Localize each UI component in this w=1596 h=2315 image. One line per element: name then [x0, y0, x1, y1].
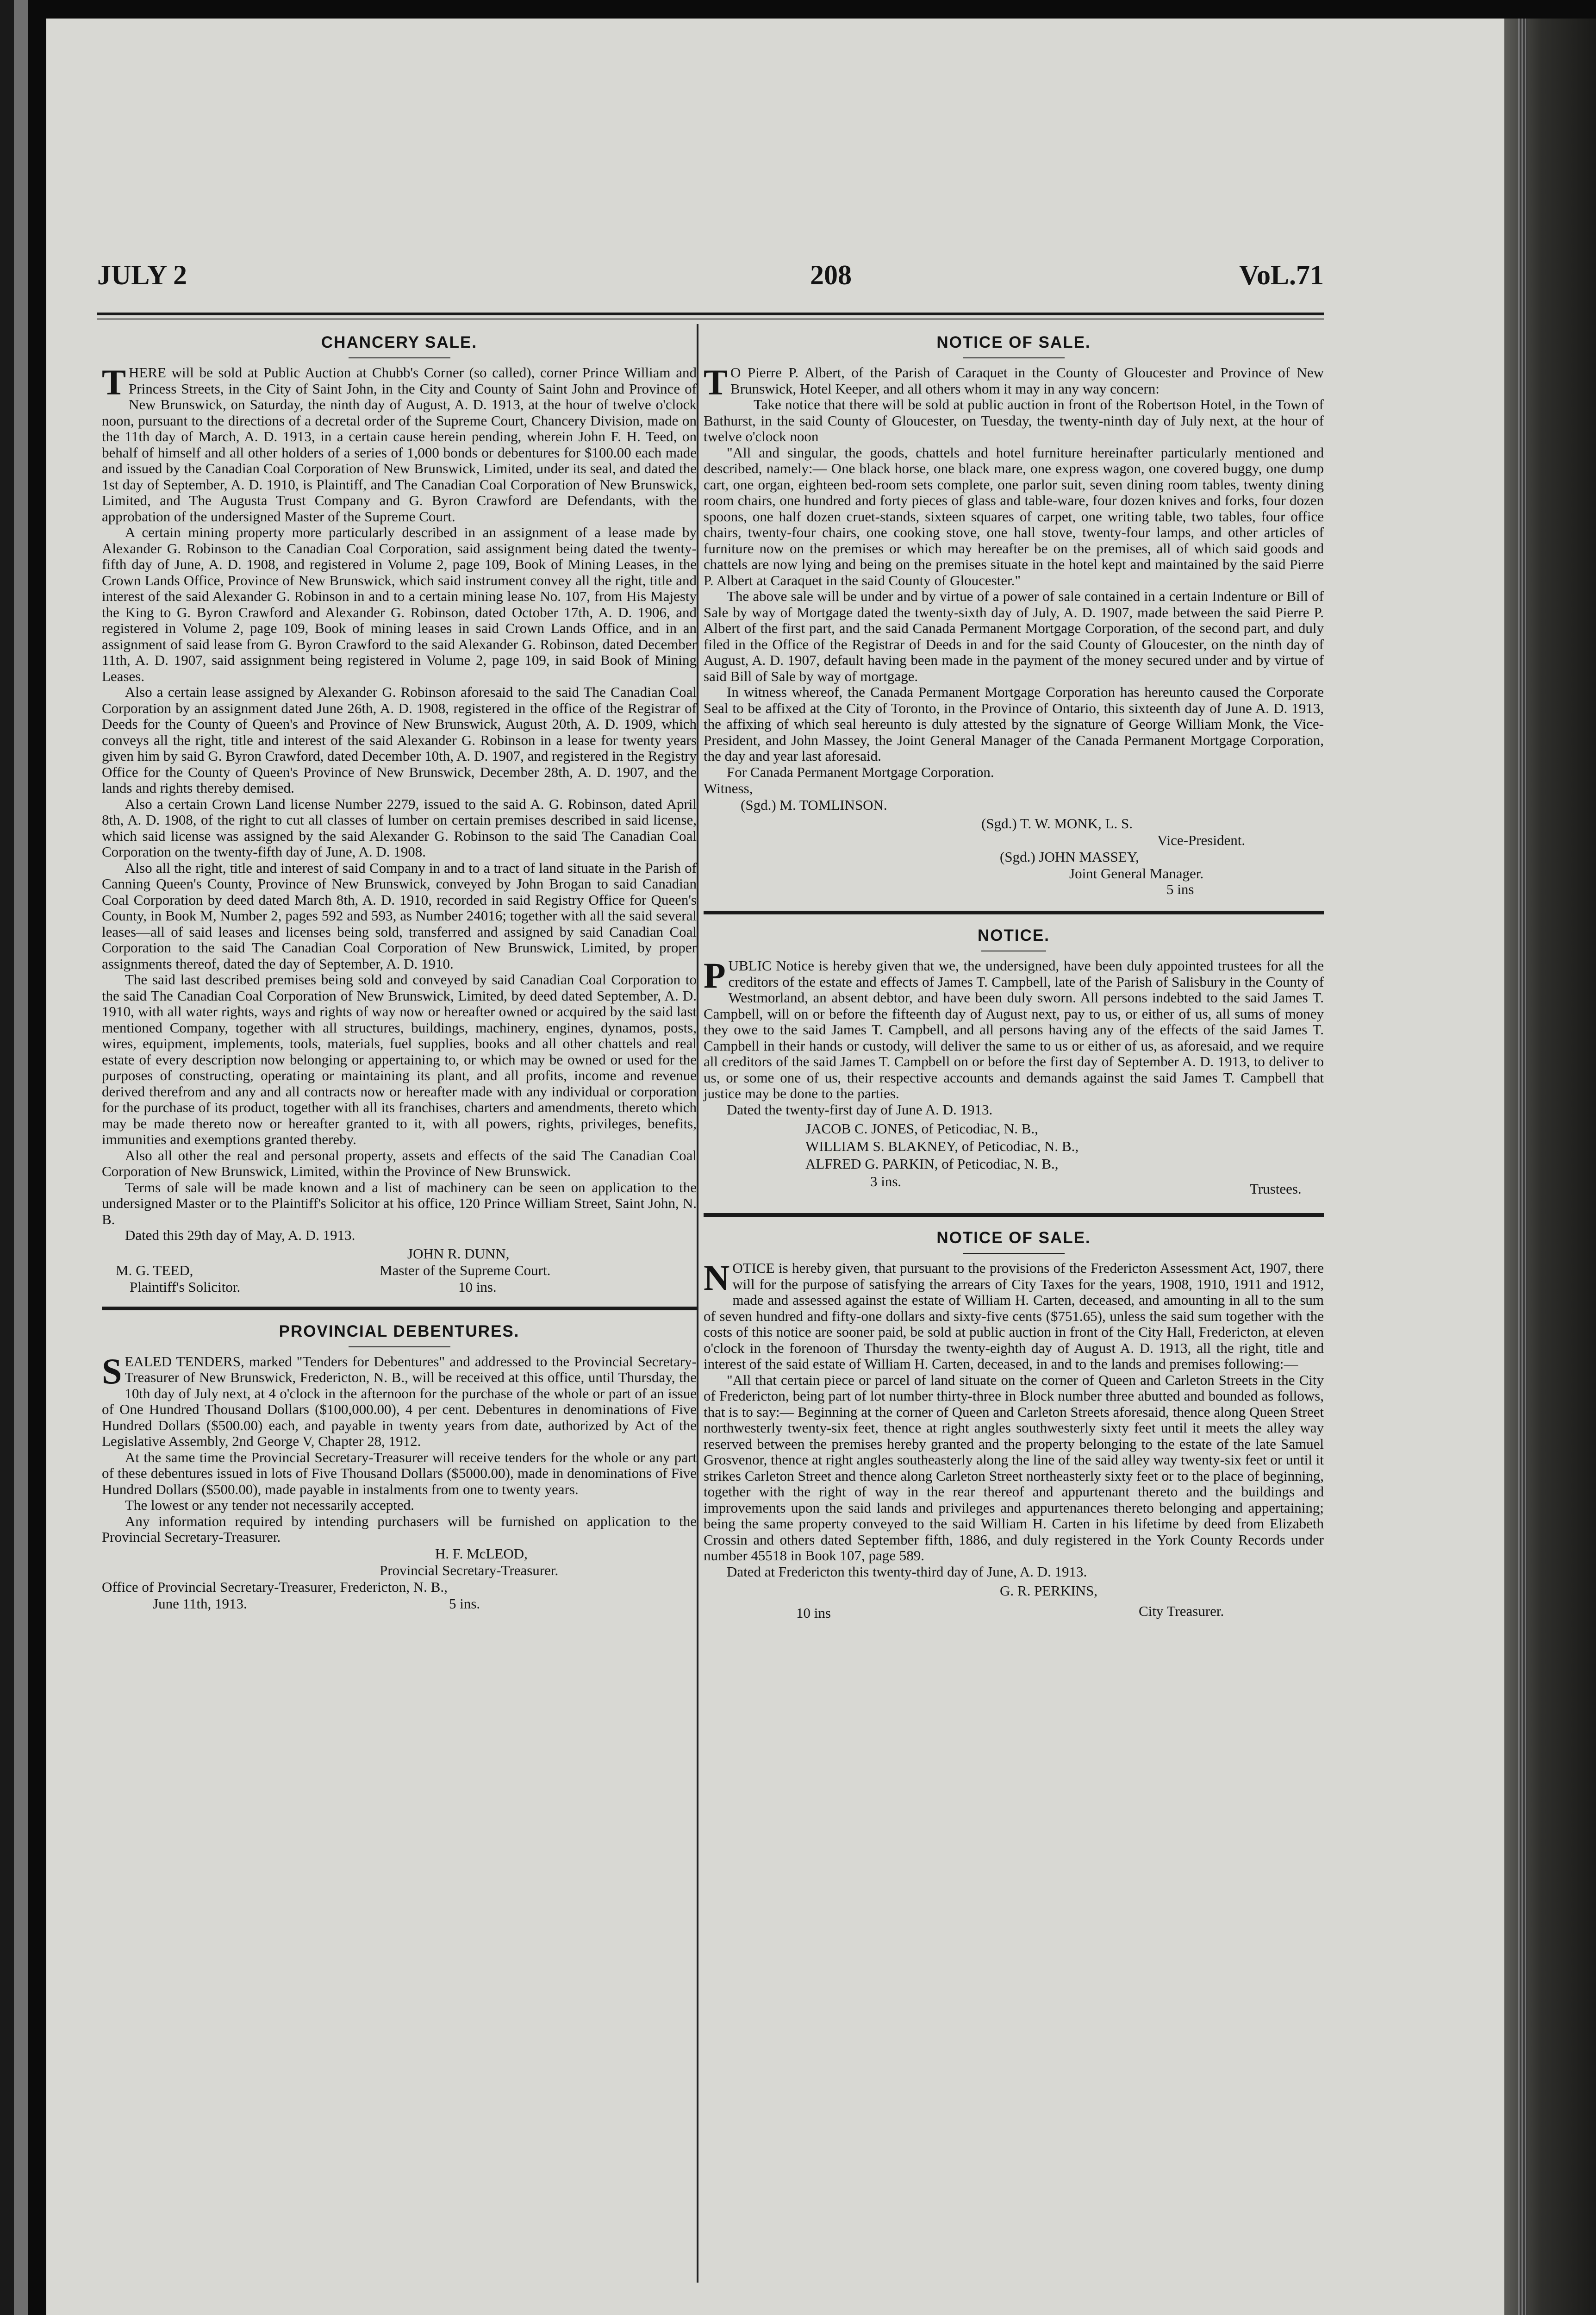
massey-title: Joint General Manager.	[1069, 865, 1204, 882]
signature-block	[704, 780, 1324, 901]
office-line: Office of Provincial Secretary-Treasurer, Fredericton, N. B.,	[102, 1578, 448, 1595]
treasurer-title: City Treasurer.	[1139, 1603, 1224, 1619]
paragraph: For Canada Permanent Mortgage Corporation.	[727, 763, 994, 780]
paragraph	[704, 955, 1324, 1102]
notice-of-sale-fredericton	[704, 1229, 1324, 1643]
paragraph: In witness whereof, the Canada Permanent Mortgage Corporation has hereunto caused the Corporate Seal to be affixed at the City of Toronto, in the Province of Ontario, this sixteenth day of June A. D. 1913, the affixing of which seal hereunto is duly attested by the signature of George William Monk, the Vice-President, and John Massey, the Joint General Manager of the Canada Permanent Mortgage Corporation, the day and year last aforesaid.	[704, 684, 1324, 764]
heading-rule	[963, 357, 1065, 358]
paragraph: Also all other the real and personal property, assets and effects of the said The Canadian Coal Corporation of New Brunswick, Limited, within the Province of New Brunswick.	[102, 1147, 697, 1179]
section-rule	[704, 911, 1324, 914]
insertions-count: 10 ins	[796, 1605, 831, 1621]
volume-number: VoL.71	[1239, 260, 1324, 290]
secretary-name: H. F. McLEOD,	[435, 1545, 528, 1562]
section-rule	[102, 1307, 697, 1310]
paragraph: "All and singular, the goods, chattels and hotel furniture hereinafter particularly mentioned and described, namely:— One black horse, one black mare, one express wagon, one covered buggy, one dump cart, one organ, eighteen bed-room sets complete, one parlor suit, seven dining room tables, twenty dining room chairs, one hundred and forty pieces of glass and table-ware, four dozen knives and forks, four dozen spoons, one half dozen cruet-stands, sixteen squares of carpet, one writing table, two tables, four office chairs, twenty-four chairs, one cooking stove, one hall stove, twenty-four lamps, and other articles of furniture now on the premises or which may hereafter be on the premises, all of which said goods and chattels are now lying and being on the premises situate in the hotel kept and maintained by the said Pierre P. Albert at Caraquet in the said County of Gloucester."	[704, 444, 1324, 588]
column-divider	[697, 324, 698, 2283]
paragraph	[102, 362, 697, 525]
left-column	[102, 333, 697, 1615]
left-page-edge	[0, 0, 28, 2315]
signature-block	[704, 1120, 1324, 1213]
signature-block	[102, 1245, 697, 1296]
paragraph	[704, 1260, 1324, 1372]
right-column	[704, 333, 1324, 1643]
paragraph-text: HERE will be sold at Public Auction at Chubb's Corner (so called), corner Prince William and Princess Streets, in the City of Saint John, in the City and County of Saint John and Province of New Brunswick, on Saturday, the ninth day of August, A. D. 1913, at the hour of twelve o'clock noon, pursuant to the directions of a decretal order of the Supreme Court, Chancery Division, made on the 11th day of March, A. D. 1913, in a certain cause herein pending, wherein John F. H. Teed, on behalf of himself and all other holders of a series of 1,000 bonds or debentures for $100.00 each made and issued by the Canadian Coal Corporation of New Brunswick, Limited, under its seal, and dated the 1st day of September, A. D. 1910, is Plaintiff, and The Canadian Coal Corporation of New Brunswick, Limited, and The Augusta Trust Company and G. Byron Crawford are Defendants, with the approbation of the undersigned Master of the Supreme Court.	[102, 364, 697, 525]
drop-cap: N	[704, 1258, 730, 1298]
heading-rule	[349, 357, 450, 358]
trustee-name: ALFRED G. PARKIN, of Peticodiac, N. B.,	[805, 1156, 1059, 1172]
paragraph-text: O Pierre P. Albert, of the Parish of Caraquet in the County of Gloucester and Province of New Brunswick, Hotel Keeper, and all others whom it may in any way concern:	[730, 364, 1324, 397]
header-rule	[97, 313, 1324, 315]
monk-title: Vice-President.	[1157, 832, 1246, 848]
notice-heading: CHANCERY SALE.	[321, 333, 478, 351]
notice-heading: NOTICE.	[978, 926, 1050, 945]
insertions-count: 5 ins.	[449, 1595, 480, 1612]
paragraph: The said last described premises being sold and conveyed by said Canadian Coal Corporation to the said The Canadian Coal Corporation of New Brunswick, Limited, by deed dated September, A. D. 1910, with all water rights, ways and rights of way now or hereafter owned or acquired by the said last mentioned Company, together with all structures, buildings, machinery, engines, dynamos, posts, wires, equipment, implements, tools, materials, fuel supplies, books and all other chattels and real estate of every description now belonging or appertaining to, or which may be owned or used for the purposes of constructing, operating or maintaining its plant, and all profits, income and revenue derived therefrom and any and all contracts now or hereafter made with any individual or corporation for the purchase of its product, together with all its franchises, charters and amendments, thereto which may be made thereto now or hereafter granted to it, with all powers, rights, privileges, benefits, immunities and exemptions granted thereby.	[102, 971, 697, 1147]
paragraph: Dated at Fredericton this twenty-third day of June, A. D. 1913.	[727, 1563, 1087, 1580]
witness-label: Witness,	[704, 780, 753, 796]
master-name: JOHN R. DUNN,	[407, 1245, 510, 1262]
notice-body	[704, 955, 1324, 1118]
insertions-count: 5 ins	[1166, 881, 1194, 897]
solicitor-name: M. G. TEED,	[116, 1262, 193, 1278]
right-page-edge	[1504, 19, 1596, 2315]
heading-rule	[349, 1346, 450, 1347]
paragraph	[704, 362, 1324, 402]
secretary-title: Provincial Secretary-Treasurer.	[380, 1562, 559, 1578]
notice-of-sale-bathurst	[704, 333, 1324, 901]
paragraph: Also a certain lease assigned by Alexander G. Robinson aforesaid to the said The Canadian Coal Corporation by an assignment dated June 26th, A. D. 1908, registered in the office of the Registrar of Deeds for the County of Queen's and Province of New Brunswick, August 20th, A. D. 1909, which conveys all the right, title and interest of the said Alexander G. Robinson in a lease for twenty years given him by said G. Byron Crawford, dated December 10th, A. D. 1907, and registered in the Registry Office for the County of Queen's Province of New Brunswick, December 28th, A. D. 1907, and the lands and rights thereby demised.	[102, 684, 697, 796]
insertions-count: 10 ins.	[458, 1278, 497, 1295]
paragraph: Terms of sale will be made known and a list of machinery can be seen on application to the undersigned Master or to the Plaintiff's Solicitor at his office, 120 Prince William Street, Saint John, N. B.	[102, 1179, 697, 1227]
paragraph: Also a certain Crown Land license Number 2279, issued to the said A. G. Robinson, dated April 8th, A. D. 1908, of the right to cut all classes of lumber on certain premises described in said license, which said license was assigned by the said Alexander G. Robinson to the said The Canadian Coal Corporation on the twenty-fifth day of June, A. D. 1908.	[102, 795, 697, 860]
solicitor-title: Plaintiff's Solicitor.	[130, 1278, 241, 1295]
trustee-name: WILLIAM S. BLAKNEY, of Peticodiac, N. B.,	[805, 1138, 1079, 1154]
paragraph: The above sale will be under and by virtue of a power of sale contained in a certain Indenture or Bill of Sale by way of Mortgage dated the twenty-sixth day of July, A. D. 1907, made between the said Pierre P. Albert of the first part, and the said Canada Permanent Mortgage Corporation, of the second part, and duly filed in the Office of the Registrar of Deeds in and for the said County of Gloucester, on the ninth day of August, A. D. 1907, default having been made in the payment of the money secured under and by virtue of said Bill of Sale by way of mortgage.	[704, 588, 1324, 684]
signature-block	[102, 1545, 697, 1615]
paragraph: The lowest or any tender not necessarily accepted.	[125, 1497, 414, 1513]
trustee-notice	[704, 926, 1324, 1213]
paragraph: A certain mining property more particularly described in an assignment of a lease made by Alexander G. Robinson to the Canadian Coal Corporation, said assignment being dated the twenty-fifth day of June, A. D. 1908, and registered in Volume 2, page 109, Book of Mining Leases, in the Crown Lands Office, Province of New Brunswick, which said instrument convey all the right, title and interest of the said Alexander G. Robinson in and to a certain mining lease No. 107, from His Majesty the King to G. Byron Crawford and Alexander G. Robinson, dated October 17th, A. D. 1906, and registered in Volume 2, page 109, Book of mining leases in said Crown Lands Office, and in an assignment of said lease from G. Byron Crawford to the said Alexander G. Robinson, dated December 11th, A. D. 1907, said assignment being registered in Volume 2, page 109, in said Book of Mining Leases.	[102, 524, 697, 684]
notice-body	[102, 1351, 697, 1545]
issue-date: JULY 2	[97, 260, 187, 290]
paragraph: Dated the twenty-first day of June A. D. 1913.	[727, 1101, 993, 1118]
paragraph: Also all the right, title and interest of said Company in and to a tract of land situate in the Parish of Canning Queen's County, Province of New Brunswick, conveyed by John Brogan to said Canadian Coal Corporation by deed dated March 8th, A. D. 1910, recorded in said Registry Office for Queen's County, in Book M, Number 2, pages 592 and 593, as Number 24016; together with all the said several leases—all of said leases and licenses being sold, transferred and assigned by said Canadian Coal Corporation to the said The Canadian Coal Corporation of New Brunswick, Limited, by proper assignments thereof, dated the day of September, A. D. 1910.	[102, 859, 697, 972]
dated-line: June 11th, 1913.	[153, 1595, 247, 1612]
paragraph-text: OTICE is hereby given, that pursuant to the provisions of the Fredericton Assessment Act, 1907, there will for the purpose of satisfying the arrears of City Taxes for the years, 1908, 1910, 1911 and 1912, made and assessed against the estate of William H. Carten, deceased, and amounting in all to the sum of seven hundred and fifty-one dollars and sixty-five cents ($751.65), unless the said sum together with the costs of this notice are sooner paid, be sold at public auction in front of the City Hall, Fredericton, at eleven o'clock in the forenoon of Thursday the twenty-eighth day of August A. D. 1913, all the right, title and interest of the said estate of William H. Carten, deceased, in and to the lands and premises following:—	[704, 1260, 1324, 1372]
notice-body	[704, 1260, 1324, 1580]
newspaper-page	[46, 19, 1504, 2315]
trustee-name: JACOB C. JONES, of Peticodiac, N. B.,	[805, 1120, 1038, 1137]
notice-heading: NOTICE OF SALE.	[936, 1229, 1091, 1247]
notice-body	[102, 362, 697, 1244]
paragraph: Any information required by intending purchasers will be furnished on application to the Provincial Secretary-Treasurer.	[102, 1513, 697, 1545]
notice-heading: NOTICE OF SALE.	[936, 333, 1091, 351]
paragraph: Dated this 29th day of May, A. D. 1913.	[125, 1227, 355, 1243]
section-rule	[704, 1213, 1324, 1217]
drop-cap: T	[704, 362, 728, 402]
paragraph: At the same time the Provincial Secretary-Treasurer will receive tenders for the whole or any part of these debentures issued in lots of Five Thousand Dollars ($5000.00), made in denominations of Five Hundred Dollars ($500.00), made payable in instalments from one to twenty years.	[102, 1449, 697, 1497]
paragraph-text: EALED TENDERS, marked "Tenders for Debentures" and addressed to the Provincial Secretary-Treasurer of New Brunswick, Fredericton, N. B., will be received at this office, until Thursday, the 10th day of July next, at 4 o'clock in the afternoon for the purchase of the whole or part of an issue of One Hundred Thousand Dollars ($100,000.00), 4 per cent. Debentures in denominations of Five Hundred Dollars ($500.00) each, and payable in twenty years from date, authorized by Act of the Legislative Assembly, 2nd George V, Chapter 28, 1912.	[102, 1353, 697, 1449]
chancery-sale-notice	[102, 333, 697, 1296]
monk-signature: (Sgd.) T. W. MONK, L. S.	[981, 815, 1133, 832]
heading-rule	[963, 1253, 1065, 1254]
treasurer-name: G. R. PERKINS,	[1000, 1583, 1098, 1599]
paragraph: Take notice that there will be sold at public auction in front of the Robertson Hotel, in the Town of Bathurst, in the said County of Gloucester, on Tuesday, the twenty-ninth day of July next, at the hour of twelve o'clock noon	[704, 396, 1324, 444]
drop-cap: S	[102, 1351, 122, 1391]
page-number: 208	[810, 260, 852, 290]
insertions-count: 3 ins.	[870, 1173, 902, 1189]
paragraph: "All that certain piece or parcel of land situate on the corner of Queen and Carleton Streets in the City of Fredericton, being part of lot number thirty-three in Block number three abutted and bounded as follows, that is to say:— Beginning at the corner of Queen and Carleton Streets aforesaid, thence along Queen Street northwesterly twenty-six feet, thence at right angles southwesterly sixty feet until it meets the alley way reserved between the premises hereby granted and the property belonging to the estate of the late Samuel Grosvenor, thence at right angles southeasterly along the line of the said alley way twenty-six feet or until it strikes Carleton Street and thence along Carleton Street northeasterly sixty feet or to the place of beginning, together with the right of way in the rear thereof and appurtenant thereto and the buildings and improvements upon the said lands and privileges and appurtenances thereto belonging and appertaining; being the same property conveyed to the said William H. Carten in his lifetime by deed from Elizabeth Crossin and others dated September fifth, 1886, and duly registered in the York County Records under number 45518 in Book 107, page 589.	[704, 1371, 1324, 1564]
signature-block	[704, 1583, 1324, 1643]
master-title: Master of the Supreme Court.	[380, 1262, 551, 1278]
provincial-debentures-notice	[102, 1322, 697, 1615]
witness-signature: (Sgd.) M. TOMLINSON.	[741, 797, 887, 813]
running-head	[97, 259, 1324, 301]
notice-heading: PROVINCIAL DEBENTURES.	[279, 1322, 520, 1340]
massey-signature: (Sgd.) JOHN MASSEY,	[1000, 849, 1139, 865]
paragraph-text: UBLIC Notice is hereby given that we, the undersigned, have been duly appointed trustees for all the creditors of the estate and effects of James T. Campbell, late of the Parish of Salisbury in the County of Westmorland, an absent debtor, and have been duly sworn. All persons indebted to the said James T. Campbell, will on or before the fifteenth day of August next, pay to us, or either of us, all sums of money they owe to the said James T. Campbell, and all persons having any of the effects of the said James T. Campbell in their hands or custody, will deliver the same to us or either of us, as aforesaid, and we require all creditors of the said James T. Campbell on or before the first day of September A. D. 1913, to deliver to us, or some one of us, their respective accounts and demands against the said James T. Campbell that justice may be done to the parties.	[704, 957, 1324, 1101]
notice-body	[704, 362, 1324, 780]
trustees-label: Trustees.	[1250, 1181, 1302, 1197]
drop-cap: T	[102, 362, 126, 402]
paragraph	[102, 1351, 697, 1450]
drop-cap: P	[704, 955, 726, 995]
